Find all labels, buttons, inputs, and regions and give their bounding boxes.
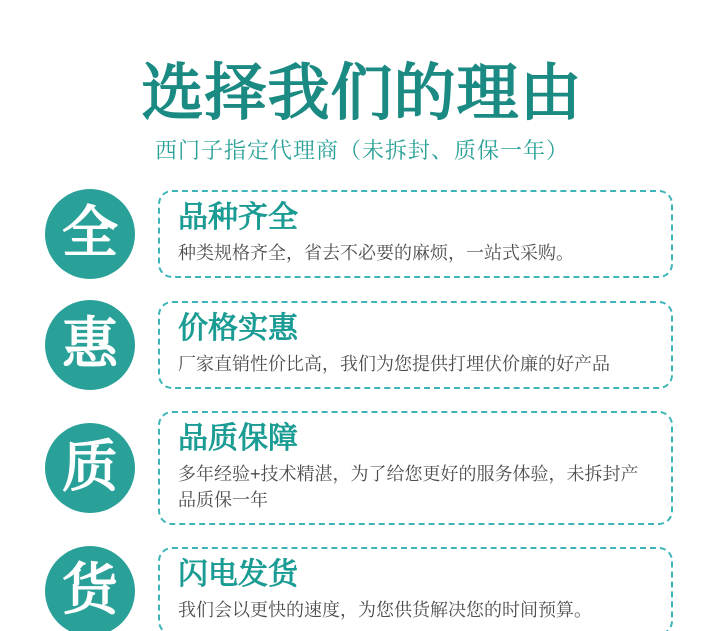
page-subtitle: 西门子指定代理商（未拆封、质保一年） bbox=[154, 138, 569, 164]
feature-card bbox=[158, 301, 673, 389]
feature-row-variety bbox=[45, 189, 673, 279]
feature-row-quality bbox=[45, 411, 673, 525]
feature-description: 多年经验+技术精湛，为了给您更好的服务体验，未拆封产品质保一年 bbox=[178, 463, 639, 510]
feature-badge-circle: 全 bbox=[45, 189, 135, 279]
feature-card bbox=[158, 411, 673, 525]
feature-heading: 价格实惠 bbox=[178, 312, 298, 346]
feature-heading: 品质保障 bbox=[178, 422, 298, 456]
feature-card bbox=[158, 190, 673, 278]
feature-description: 种类规格齐全，省去不必要的麻烦，一站式采购。 bbox=[178, 242, 574, 263]
feature-description: 厂家直销性价比高，我们为您提供打埋伏价廉的好产品 bbox=[178, 353, 610, 374]
feature-heading: 闪电发货 bbox=[178, 558, 298, 592]
feature-badge-circle: 货 bbox=[45, 546, 135, 631]
feature-heading: 品种齐全 bbox=[178, 201, 298, 235]
feature-list bbox=[0, 165, 724, 631]
page-title: 选择我们的理由 bbox=[141, 56, 583, 129]
feature-description: 我们会以更快的速度，为您供货解决您的时间预算。 bbox=[178, 599, 592, 620]
banner-header bbox=[0, 0, 724, 165]
feature-badge-circle: 质 bbox=[45, 423, 135, 513]
feature-card bbox=[158, 547, 673, 631]
feature-row-shipping bbox=[45, 546, 673, 631]
feature-badge-circle: 惠 bbox=[45, 300, 135, 390]
feature-row-price bbox=[45, 300, 673, 390]
